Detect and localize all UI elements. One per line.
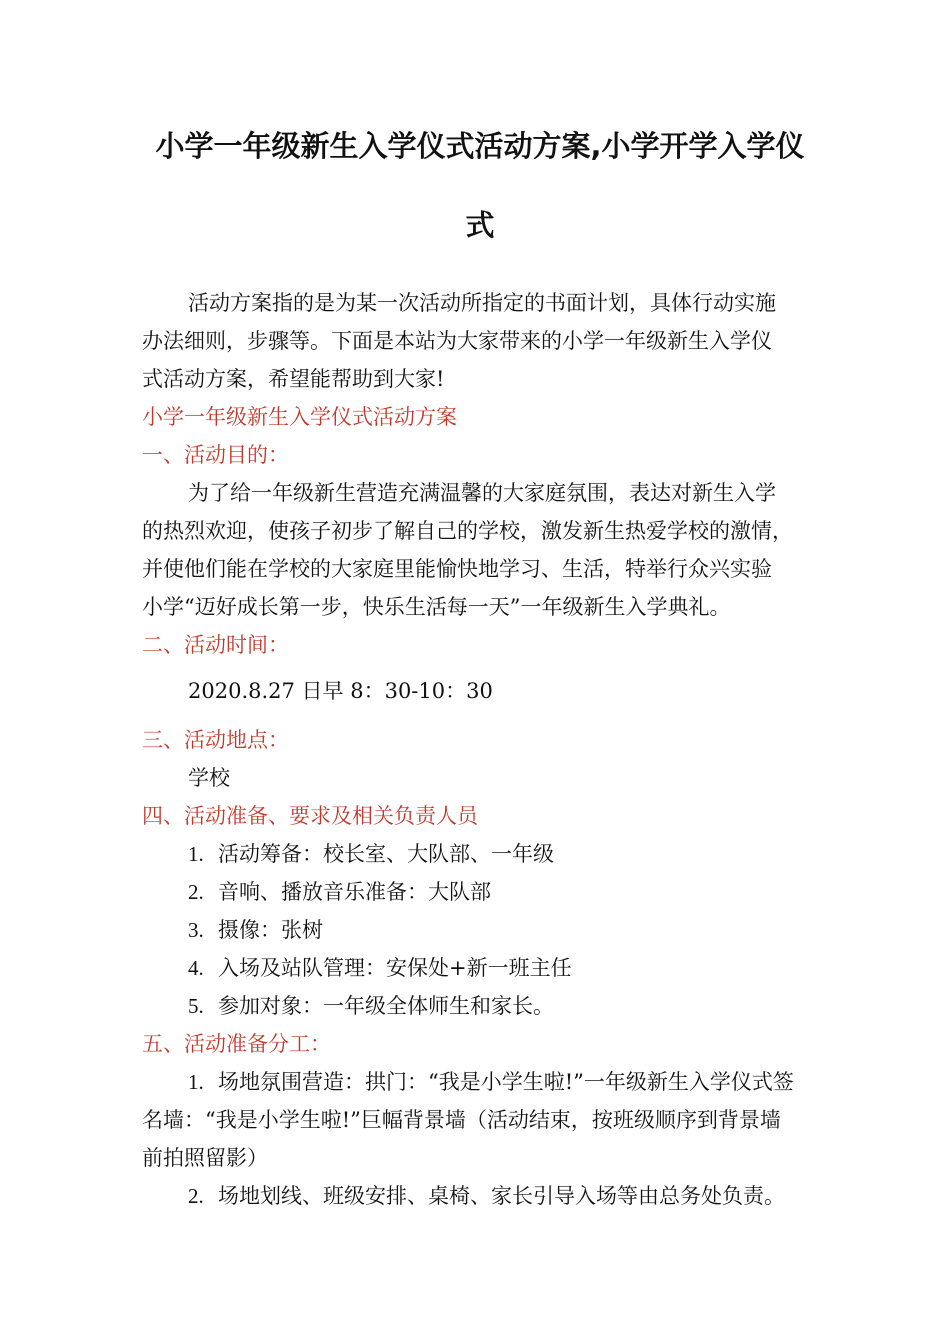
list-text: 活动筹备：校长室、大队部、一年级	[218, 842, 554, 866]
list-number: 1.	[188, 842, 204, 866]
list-number: 4.	[188, 956, 204, 980]
section-title: 小学一年级新生入学仪式活动方案	[142, 405, 457, 429]
division-heading: 五、活动准备分工：	[142, 1032, 331, 1056]
time-value: 2020.8.27 日早 8：30-10：30	[188, 679, 493, 703]
preparation-heading: 四、活动准备、要求及相关负责人员	[142, 804, 478, 828]
division-item-1-line-3: 前拍照留影）	[142, 1146, 268, 1170]
list-number: 3.	[188, 918, 204, 942]
time-heading: 二、活动时间：	[142, 633, 289, 657]
place-heading: 三、活动地点：	[142, 728, 289, 752]
list-text: 参加对象：一年级全体师生和家长。	[218, 994, 554, 1018]
list-text: 音响、播放音乐准备：大队部	[218, 880, 491, 904]
division-item-1-line-1	[188, 1067, 794, 1097]
purpose-heading: 一、活动目的：	[142, 443, 289, 467]
document-title-line2: 式	[465, 208, 495, 242]
list-text: 场地划线、班级安排、桌椅、家长引导入场等由总务处负责。	[218, 1184, 785, 1208]
division-item-1-line-2: 名墙：“我是小学生啦!”巨幅背景墙（活动结束，按班级顺序到背景墙	[142, 1108, 781, 1132]
list-number: 2.	[188, 1184, 204, 1208]
division-item-2	[188, 1181, 785, 1211]
purpose-line-3: 并使他们能在学校的大家庭里能愉快地学习、生活，特举行众兴实验	[142, 557, 772, 581]
list-text: 场地氛围营造：拱门：“我是小学生啦!”一年级新生入学仪式签	[218, 1070, 794, 1094]
preparation-item	[188, 953, 572, 983]
intro-line-3: 式活动方案，希望能帮助到大家!	[142, 367, 445, 391]
preparation-item	[188, 877, 491, 907]
list-text: 入场及站队管理：安保处+新一班主任	[218, 956, 572, 980]
list-number: 5.	[188, 994, 204, 1018]
preparation-item	[188, 839, 554, 869]
intro-line-2: 办法细则，步骤等。下面是本站为大家带来的小学一年级新生入学仪	[142, 329, 772, 353]
list-number: 1.	[188, 1070, 204, 1094]
preparation-item	[188, 915, 323, 945]
document-title-line1: 小学一年级新生入学仪式活动方案,小学开学入学仪	[155, 129, 805, 163]
list-number: 2.	[188, 880, 204, 904]
purpose-line-1: 为了给一年级新生营造充满温馨的大家庭氛围，表达对新生入学	[188, 481, 776, 505]
purpose-line-2: 的热烈欢迎，使孩子初步了解自己的学校，激发新生热爱学校的激情，	[142, 519, 793, 543]
place-value: 学校	[188, 766, 230, 790]
preparation-item	[188, 991, 554, 1021]
list-text: 摄像：张树	[218, 918, 323, 942]
intro-line-1: 活动方案指的是为某一次活动所指定的书面计划，具体行动实施	[188, 291, 776, 315]
purpose-line-4: 小学“迈好成长第一步，快乐生活每一天”一年级新生入学典礼。	[142, 595, 731, 619]
